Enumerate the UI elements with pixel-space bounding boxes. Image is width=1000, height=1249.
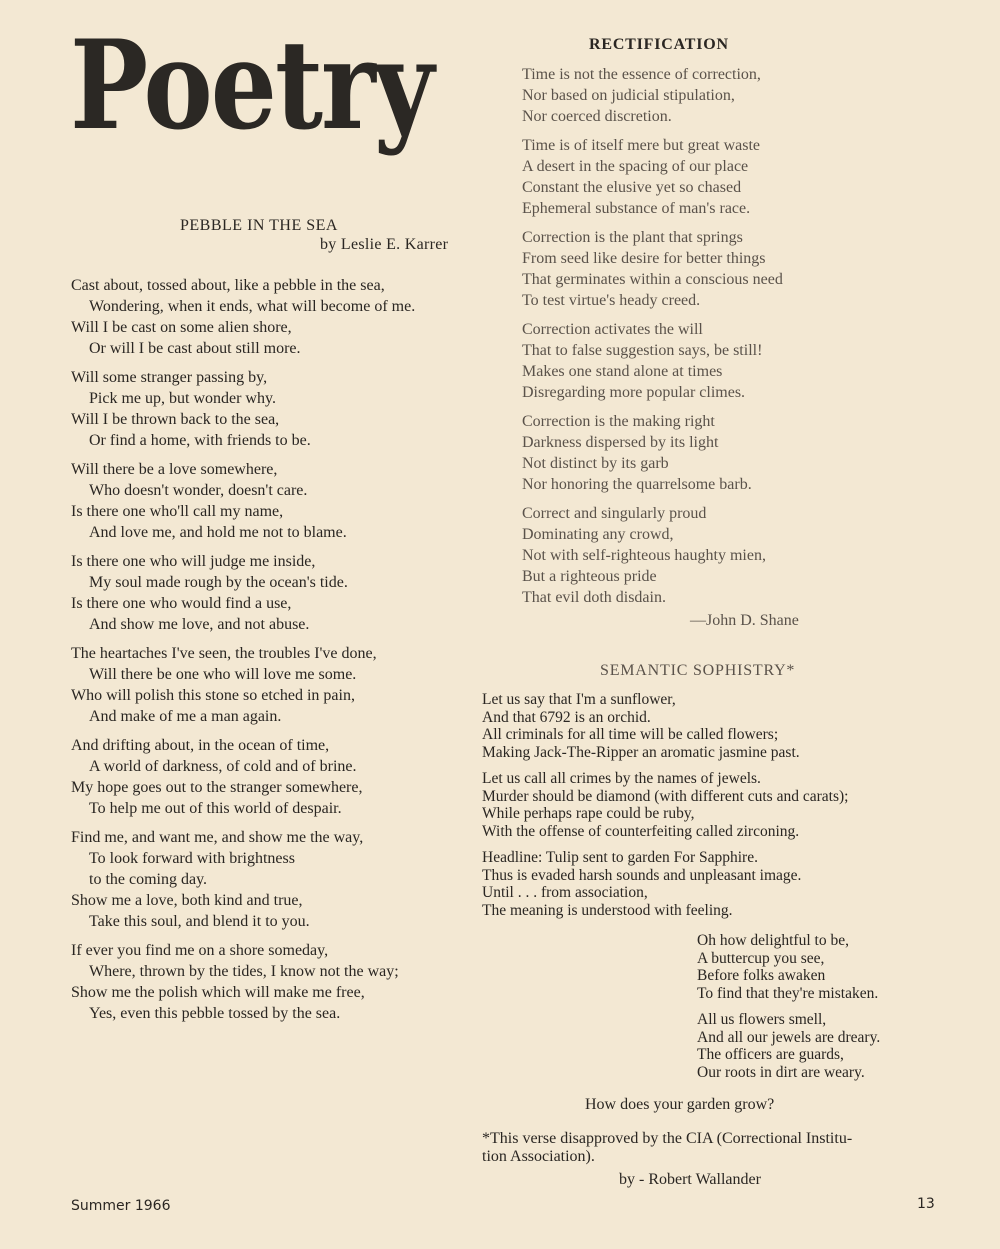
right-poem-body [522, 64, 962, 616]
footer-issue: Summer 1966 [71, 1198, 171, 1214]
semantic-indented-stanza [697, 1011, 987, 1081]
left-poem-line: Find me, and want me, and show me the way, [71, 829, 364, 846]
left-poem-line: Pick me up, but wonder why. [89, 390, 276, 407]
right-poem-line: Correct and singularly proud [522, 505, 707, 522]
left-poem-line: Wondering, when it ends, what will become of me. [89, 298, 416, 315]
right-poem-stanza [522, 64, 962, 127]
left-poem-line: Will I be cast on some alien shore, [71, 319, 292, 336]
left-poem-line: Is there one who'll call my name, [71, 503, 284, 520]
left-poem-stanza [71, 643, 491, 727]
semantic-poem-line: Thus is evaded harsh sounds and unpleasant image. [482, 866, 802, 884]
right-poem-title: RECTIFICATION [589, 36, 729, 53]
right-poem-line: To test virtue's heady creed. [522, 292, 701, 309]
semantic-indented-line: Before folks awaken [697, 967, 826, 984]
semantic-closing-line: How does your garden grow? [585, 1096, 775, 1113]
left-poem-line: And show me love, and not abuse. [89, 616, 310, 633]
right-poem-line: Correction is the making right [522, 413, 715, 430]
right-poem-line: Nor coerced discretion. [522, 108, 672, 125]
right-poem-line: From seed like desire for better things [522, 250, 766, 267]
left-poem-stanza [71, 735, 491, 819]
semantic-indented-line: And all our jewels are dreary. [697, 1028, 881, 1046]
left-poem-line: Yes, even this pebble tossed by the sea. [89, 1005, 341, 1022]
left-poem-line: And drifting about, in the ocean of time, [71, 737, 330, 754]
right-poem-line: Correction activates the will [522, 321, 703, 338]
right-poem-line: Nor based on judicial stipulation, [522, 87, 735, 104]
left-poem-line: Show me a love, both kind and true, [71, 892, 303, 909]
left-poem-line: Will some stranger passing by, [71, 369, 268, 386]
right-poem-stanza [522, 503, 962, 608]
left-poem-line: My hope goes out to the stranger somewhere, [71, 779, 363, 796]
left-poem-line: To look forward with brightness [89, 850, 295, 867]
semantic-indented-stanza [697, 932, 987, 1002]
semantic-poem-line: Let us say that I'm a sunflower, [482, 691, 676, 708]
left-poem-line: A world of darkness, of cold and of brine. [89, 758, 357, 775]
right-poem-line: Disregarding more popular climes. [522, 384, 746, 401]
left-poem-line: Will there be one who will love me some. [89, 666, 357, 683]
right-poem-line: That to false suggestion says, be still! [522, 342, 763, 359]
semantic-poem-line: While perhaps rape could be ruby, [482, 805, 695, 822]
left-poem-title: PEBBLE IN THE SEA [180, 217, 338, 234]
semantic-indented-line: A buttercup you see, [697, 949, 825, 967]
semantic-indented-line: All us flowers smell, [697, 1011, 827, 1028]
semantic-poem-line: Until . . . from association, [482, 884, 648, 901]
right-poem-line: Dominating any crowd, [522, 526, 674, 543]
right-poem-line: Ephemeral substance of man's race. [522, 200, 751, 217]
right-poem-line: Darkness dispersed by its light [522, 434, 719, 451]
left-poem-line: Is there one who will judge me inside, [71, 553, 316, 570]
right-poem-line: Not distinct by its garb [522, 455, 669, 472]
left-poem-line: My soul made rough by the ocean's tide. [89, 574, 348, 591]
left-poem-body [71, 275, 491, 1032]
right-poem-line: Time is of itself mere but great waste [522, 137, 761, 154]
left-poem-line: The heartaches I've seen, the troubles I've done, [71, 645, 377, 662]
left-poem-stanza [71, 827, 491, 932]
semantic-indented-line: Our roots in dirt are weary. [697, 1063, 865, 1081]
right-poem-line: That germinates within a conscious need [522, 271, 783, 288]
right-poem-line: Constant the elusive yet so chased [522, 179, 742, 196]
right-poem-stanza [522, 135, 962, 219]
left-poem-line: Who doesn't wonder, doesn't care. [89, 482, 308, 499]
right-poem-line: That evil doth disdain. [522, 589, 666, 606]
left-poem-line: Is there one who would find a use, [71, 595, 292, 612]
right-poem-line: Not with self-righteous haughty mien, [522, 547, 766, 564]
semantic-poem-title: SEMANTIC SOPHISTRY* [600, 662, 796, 679]
footnote-line-1: *This verse disapproved by the CIA (Correctional Institu- [482, 1130, 853, 1147]
left-poem-line: Where, thrown by the tides, I know not the way; [89, 963, 399, 980]
semantic-poem-author: by - Robert Wallander [619, 1171, 761, 1188]
semantic-indented-line: To find that they're mistaken. [697, 984, 879, 1002]
left-poem-line: To help me out of this world of despair. [89, 800, 342, 817]
footer-page-number: 13 [917, 1196, 935, 1212]
right-poem-line: Correction is the plant that springs [522, 229, 743, 246]
semantic-poem-line: Headline: Tulip sent to garden For Sapphire. [482, 849, 758, 866]
semantic-indented-line: The officers are guards, [697, 1046, 844, 1063]
left-poem-stanza [71, 367, 491, 451]
right-poem-stanza [522, 319, 962, 403]
semantic-indented-line: Oh how delightful to be, [697, 932, 849, 949]
semantic-poem-line: Let us call all crimes by the names of jewels. [482, 770, 761, 787]
semantic-poem-stanza [482, 691, 982, 761]
left-poem-line: Or will I be cast about still more. [89, 340, 301, 357]
semantic-poem-line: All criminals for all time will be called flowers; [482, 726, 779, 743]
left-poem-line: Who will polish this stone so etched in pain, [71, 687, 355, 704]
left-poem-stanza [71, 551, 491, 635]
semantic-poem-stanza [482, 849, 982, 919]
right-poem-line: Makes one stand alone at times [522, 363, 723, 380]
left-poem-line: Or find a home, with friends to be. [89, 432, 311, 449]
right-poem-stanza [522, 411, 962, 495]
left-poem-stanza [71, 459, 491, 543]
semantic-poem-stanza [482, 770, 982, 840]
semantic-poem-line: And that 6792 is an orchid. [482, 708, 651, 726]
left-poem-line: Cast about, tossed about, like a pebble in the sea, [71, 277, 385, 294]
semantic-poem-body [482, 691, 982, 928]
right-poem-line: But a righteous pride [522, 568, 657, 585]
left-poem-byline: by Leslie E. Karrer [320, 236, 449, 253]
semantic-poem-line: The meaning is understood with feeling. [482, 901, 733, 919]
left-poem-stanza [71, 275, 491, 359]
left-poem-line: And make of me a man again. [89, 708, 282, 725]
right-poem-line: Nor honoring the quarrelsome barb. [522, 476, 752, 493]
left-poem-line: Show me the polish which will make me free, [71, 984, 365, 1001]
semantic-poem-line: Murder should be diamond (with different cuts and carats); [482, 787, 849, 805]
right-poem-author: —John D. Shane [690, 612, 799, 629]
right-poem-line: Time is not the essence of correction, [522, 66, 761, 83]
footnote-line-2: tion Association). [482, 1148, 595, 1165]
left-poem-line: And love me, and hold me not to blame. [89, 524, 347, 541]
left-poem-stanza [71, 940, 491, 1024]
semantic-poem-indented [697, 932, 987, 1090]
right-poem-line: A desert in the spacing of our place [522, 158, 749, 175]
right-poem-stanza [522, 227, 962, 311]
left-poem-line: to the coming day. [89, 871, 208, 888]
page-heading: Poetry [70, 12, 433, 158]
left-poem-line: Will I be thrown back to the sea, [71, 411, 280, 428]
semantic-poem-line: Making Jack-The-Ripper an aromatic jasmine past. [482, 743, 800, 761]
left-poem-line: Take this soul, and blend it to you. [89, 913, 310, 930]
left-poem-line: Will there be a love somewhere, [71, 461, 278, 478]
semantic-poem-line: With the offense of counterfeiting called zirconing. [482, 822, 800, 840]
left-poem-line: If ever you find me on a shore someday, [71, 942, 329, 959]
